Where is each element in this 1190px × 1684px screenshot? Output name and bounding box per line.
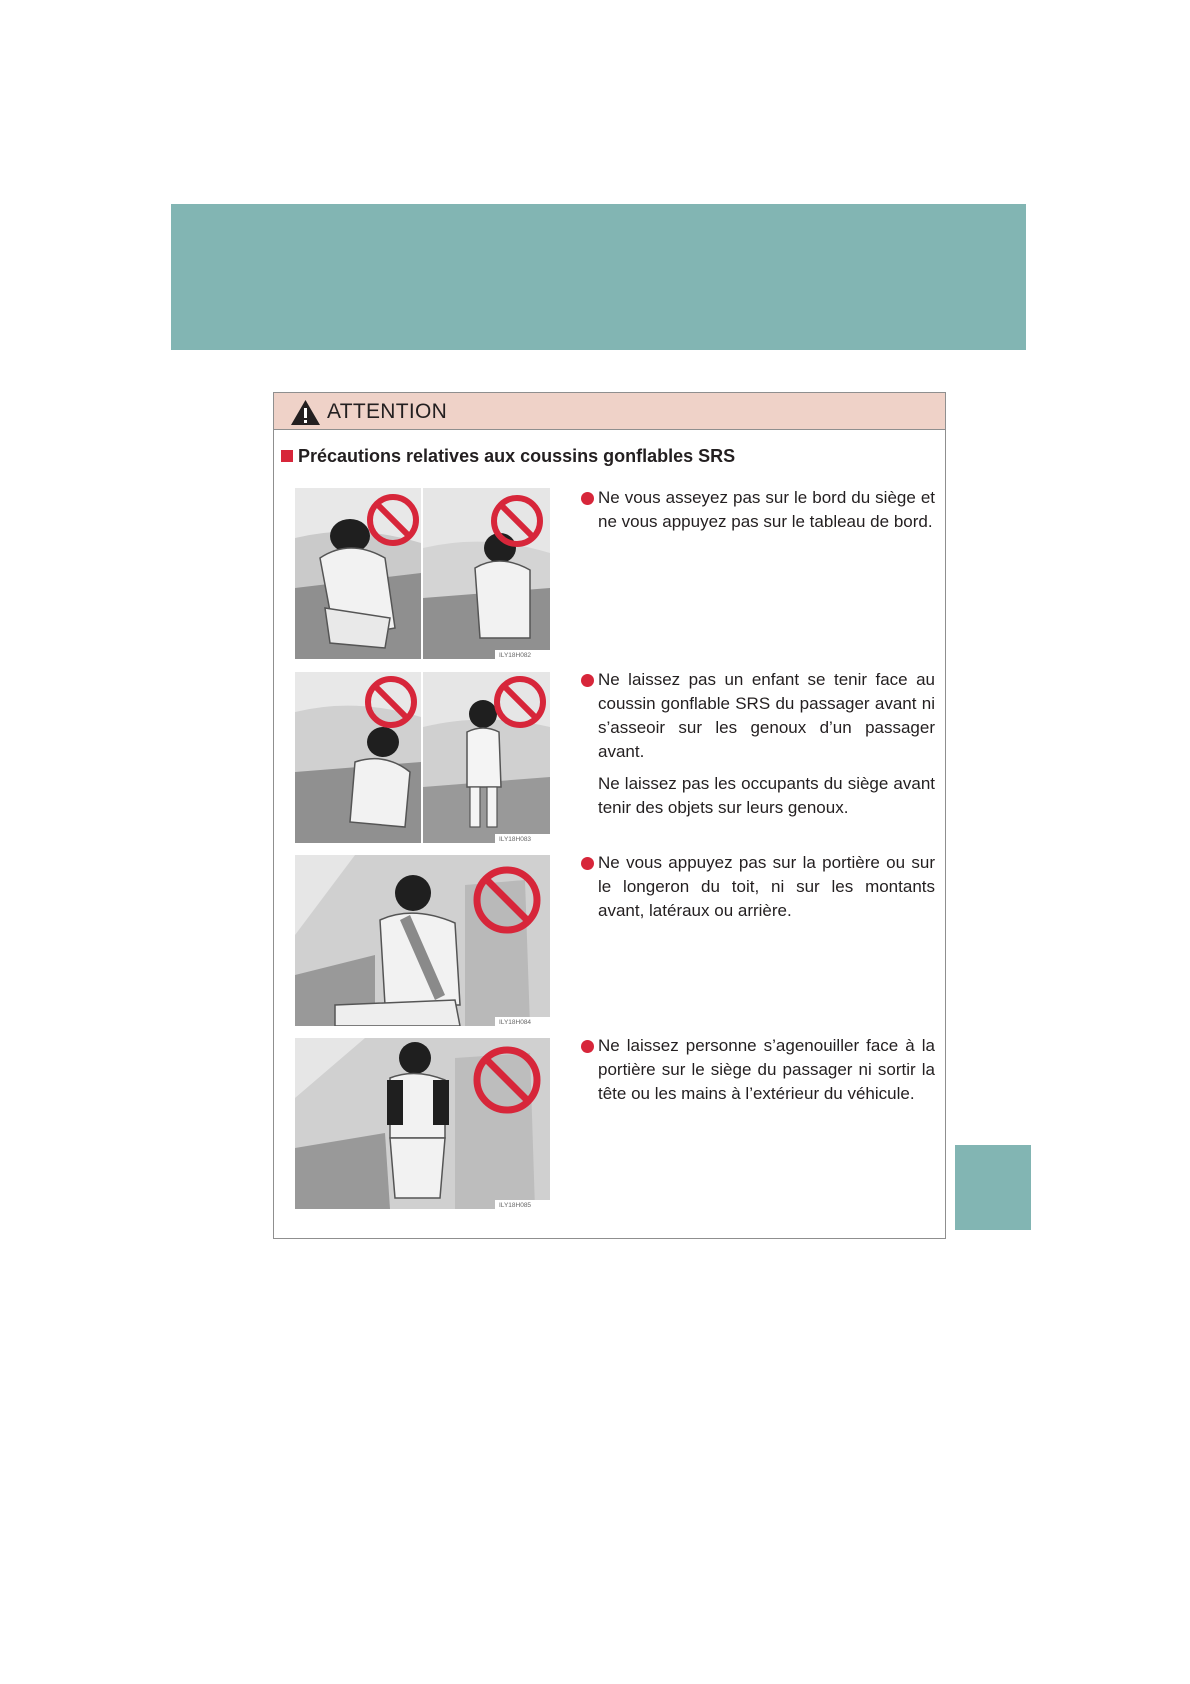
attention-box <box>273 392 946 1239</box>
section-title <box>281 446 735 467</box>
chapter-header-band <box>171 204 1026 350</box>
bullet-text: Ne vous appuyez pas sur la portière ou sur le longeron du toit, ni sur les montants avant, latéraux ou arrière. <box>581 851 935 923</box>
bullet-text: Ne vous asseyez pas sur le bord du siège et ne vous appuyez pas sur le tableau de bord. <box>581 486 935 534</box>
bullet-text-continued: Ne laissez pas les occupants du siège avant tenir des objets sur leurs genoux. <box>598 774 935 817</box>
bullet-dot-icon <box>581 674 594 687</box>
bullet-dot-icon <box>581 857 594 870</box>
warning-triangle-icon <box>290 399 321 426</box>
illustration-code: ILY18H085 <box>499 1202 532 1209</box>
list-item <box>581 486 935 534</box>
attention-title: ATTENTION <box>327 400 448 423</box>
illustration-kneeling-door <box>295 1038 550 1209</box>
bullet-dot-icon <box>581 492 594 505</box>
attention-header <box>274 393 945 430</box>
bullet-text: Ne laissez personne s’agenouiller face à la portière sur le siège du passager ni sortir la tête ou les mains à l’extérieur du véhicule. <box>581 1034 935 1106</box>
section-title-text: Précautions relatives aux coussins gonflables SRS <box>298 446 736 466</box>
list-item <box>581 668 935 820</box>
illustration-code: ILY18H082 <box>499 652 532 659</box>
illustration-child-airbag <box>295 672 550 843</box>
illustration-code: ILY18H084 <box>499 1019 532 1026</box>
illustration-leaning-door <box>295 855 550 1026</box>
section-square-icon <box>281 450 293 462</box>
list-item <box>581 851 935 923</box>
list-item <box>581 1034 935 1106</box>
illustration-code: ILY18H083 <box>499 836 532 843</box>
chapter-side-tab <box>955 1145 1031 1230</box>
bullet-text: Ne laissez pas un enfant se tenir face au coussin gonflable SRS du passager avant ni s’asseoir sur les genoux d’un passager avant. <box>581 668 935 764</box>
bullet-dot-icon <box>581 1040 594 1053</box>
illustration-leaning-dashboard <box>295 488 550 659</box>
